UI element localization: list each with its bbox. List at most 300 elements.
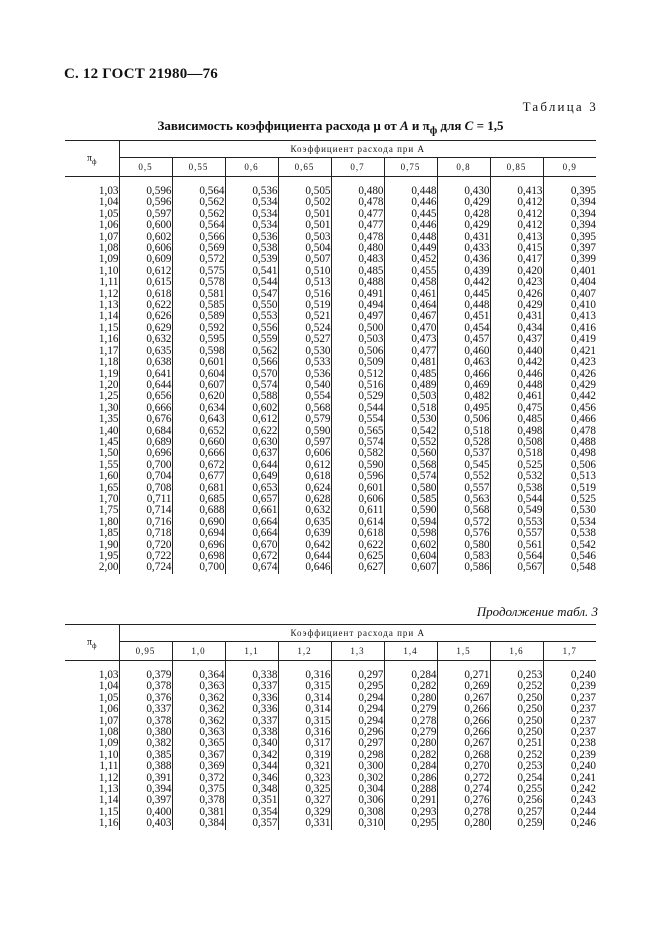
coefficient-cell: 0,512 (331, 369, 384, 380)
coefficient-cell: 0,442 (490, 357, 543, 368)
coefficient-cell: 0,583 (437, 551, 490, 562)
coefficient-cell: 0,429 (437, 197, 490, 208)
pi-value-cell: 1,13 (65, 784, 119, 795)
coefficient-cell: 0,369 (172, 761, 225, 772)
coefficient-cell: 0,641 (119, 369, 172, 380)
coefficient-cell: 0,278 (384, 716, 437, 727)
coefficient-cell: 0,581 (172, 289, 225, 300)
coefficient-cell: 0,519 (543, 483, 596, 494)
coefficient-cell: 0,553 (490, 517, 543, 528)
coefficient-cell: 0,545 (437, 460, 490, 471)
coefficient-cell: 0,501 (278, 220, 331, 231)
coefficient-cell: 0,280 (384, 738, 437, 749)
coefficient-cell: 0,327 (278, 795, 331, 806)
coefficient-cell: 0,237 (543, 704, 596, 715)
coefficient-cell: 0,375 (172, 784, 225, 795)
coefficient-cell: 0,240 (543, 761, 596, 772)
coefficient-cell: 0,421 (543, 346, 596, 357)
coefficient-cell: 0,270 (437, 761, 490, 772)
coefficient-cell: 0,266 (437, 716, 490, 727)
pi-value-cell: 1,30 (65, 403, 119, 414)
pi-value-cell: 1,06 (65, 704, 119, 715)
coefficient-cell: 0,690 (172, 517, 225, 528)
coefficient-cell: 0,630 (225, 437, 278, 448)
coefficient-cell: 0,602 (384, 540, 437, 551)
pi-value-cell: 1,40 (65, 426, 119, 437)
coefficient-cell: 0,336 (225, 704, 278, 715)
coefficient-cell: 0,550 (225, 300, 278, 311)
pi-value-cell: 1,90 (65, 540, 119, 551)
coefficient-cell: 0,597 (119, 209, 172, 220)
coefficient-cell: 0,276 (437, 795, 490, 806)
pi-value-cell: 1,70 (65, 494, 119, 505)
coefficient-cell: 0,426 (543, 369, 596, 380)
coefficient-cell: 0,413 (490, 232, 543, 243)
coefficient-cell: 0,503 (384, 391, 437, 402)
coefficient-cell: 0,269 (437, 681, 490, 692)
coefficient-cell: 0,604 (384, 551, 437, 562)
coefficient-cell: 0,539 (225, 254, 278, 265)
pi-value-cell: 1,65 (65, 483, 119, 494)
table-label: Таблица 3 (522, 99, 598, 114)
table-body (65, 177, 596, 574)
pi-value-cell: 1,19 (65, 369, 119, 380)
coefficient-cell: 0,394 (543, 220, 596, 231)
coefficient-cell: 0,362 (172, 716, 225, 727)
coefficient-cell: 0,624 (278, 483, 331, 494)
coefficient-cell: 0,622 (331, 540, 384, 551)
table-row (65, 471, 596, 482)
coefficient-cell: 0,338 (225, 670, 278, 681)
pi-value-cell: 1,95 (65, 551, 119, 562)
coefficient-cell: 0,546 (543, 551, 596, 562)
coefficient-cell: 0,237 (543, 693, 596, 704)
coefficient-cell: 0,380 (119, 727, 172, 738)
coefficient-cell: 0,348 (225, 784, 278, 795)
coefficient-cell: 0,562 (172, 197, 225, 208)
coefficient-cell: 0,417 (490, 254, 543, 265)
coefficient-cell: 0,562 (172, 209, 225, 220)
coefficient-cell: 0,570 (225, 369, 278, 380)
coefficient-cell: 0,378 (172, 795, 225, 806)
coefficient-cell: 0,271 (437, 670, 490, 681)
coefficient-cell: 0,445 (437, 289, 490, 300)
coefficient-cell: 0,382 (119, 738, 172, 749)
coefficient-cell: 0,575 (172, 266, 225, 277)
coefficient-cell: 0,657 (225, 494, 278, 505)
discharge-table-part1 (65, 140, 596, 574)
coefficient-cell: 0,534 (225, 220, 278, 231)
coefficient-cell: 0,293 (384, 807, 437, 818)
coefficient-cell: 0,412 (490, 220, 543, 231)
pi-value-cell: 1,20 (65, 380, 119, 391)
coefficient-cell: 0,250 (490, 704, 543, 715)
coefficient-cell: 0,429 (490, 300, 543, 311)
coefficient-cell: 0,378 (119, 681, 172, 692)
coefficient-cell: 0,612 (119, 266, 172, 277)
coefficient-cell: 0,477 (331, 220, 384, 231)
coefficient-cell: 0,466 (437, 369, 490, 380)
coefficient-cell: 0,449 (384, 243, 437, 254)
coefficient-cell: 0,598 (384, 528, 437, 539)
pi-value-cell: 1,18 (65, 357, 119, 368)
coefficient-cell: 0,297 (331, 670, 384, 681)
coefficient-cell: 0,676 (119, 414, 172, 425)
table-row (65, 562, 596, 573)
coefficient-cell: 0,600 (119, 220, 172, 231)
pi-value-cell: 1,45 (65, 437, 119, 448)
coefficient-cell: 0,656 (119, 391, 172, 402)
coefficient-cell: 0,473 (384, 334, 437, 345)
table-row (65, 704, 596, 715)
coefficient-cell: 0,502 (278, 197, 331, 208)
column-header-a: 1,1 (225, 642, 278, 661)
coefficient-cell: 0,516 (331, 380, 384, 391)
coefficient-cell: 0,606 (331, 494, 384, 505)
coefficient-cell: 0,549 (490, 505, 543, 516)
pi-value-cell: 1,07 (65, 716, 119, 727)
coefficient-cell: 0,255 (490, 784, 543, 795)
coefficient-cell: 0,521 (278, 311, 331, 322)
coefficient-cell: 0,240 (543, 670, 596, 681)
pi-value-cell: 1,04 (65, 681, 119, 692)
column-header-a: 0,5 (119, 158, 172, 177)
pi-value-cell: 1,80 (65, 517, 119, 528)
coefficient-cell: 0,505 (278, 186, 331, 197)
coefficient-cell: 0,598 (172, 346, 225, 357)
coefficient-cell: 0,448 (437, 300, 490, 311)
coefficient-cell: 0,363 (172, 727, 225, 738)
coefficient-cell: 0,582 (331, 448, 384, 459)
coefficient-cell: 0,564 (172, 186, 225, 197)
coefficient-cell: 0,325 (278, 784, 331, 795)
coefficient-cell: 0,321 (278, 761, 331, 772)
coefficient-cell: 0,720 (119, 540, 172, 551)
coefficient-cell: 0,431 (437, 232, 490, 243)
coefficient-cell: 0,446 (384, 220, 437, 231)
coefficient-cell: 0,681 (172, 483, 225, 494)
coefficient-cell: 0,685 (172, 494, 225, 505)
coefficient-cell: 0,554 (331, 414, 384, 425)
coefficient-cell: 0,319 (278, 750, 331, 761)
pi-value-cell: 1,14 (65, 311, 119, 322)
coefficient-cell: 0,672 (172, 460, 225, 471)
coefficient-cell: 0,674 (225, 562, 278, 573)
column-header-a: 0,75 (384, 158, 437, 177)
coefficient-cell: 0,378 (119, 716, 172, 727)
coefficient-cell: 0,274 (437, 784, 490, 795)
coefficient-cell: 0,634 (172, 403, 225, 414)
coefficient-cell: 0,280 (437, 818, 490, 829)
coefficient-cell: 0,580 (437, 540, 490, 551)
coefficient-cell: 0,298 (331, 750, 384, 761)
coefficient-cell: 0,239 (543, 681, 596, 692)
coefficient-cell: 0,518 (437, 426, 490, 437)
coefficient-cell: 0,576 (437, 528, 490, 539)
pi-value-cell: 1,11 (65, 277, 119, 288)
coefficient-cell: 0,527 (278, 334, 331, 345)
coefficient-cell: 0,592 (172, 323, 225, 334)
coefficient-cell: 0,446 (384, 197, 437, 208)
pi-value-cell: 1,15 (65, 323, 119, 334)
coefficient-cell: 0,622 (225, 426, 278, 437)
coefficient-cell: 0,513 (278, 277, 331, 288)
coefficient-cell: 0,538 (490, 483, 543, 494)
column-header-a: 1,2 (278, 642, 331, 661)
coefficient-cell: 0,586 (437, 562, 490, 573)
coefficient-cell: 0,664 (225, 517, 278, 528)
coefficient-cell: 0,552 (384, 437, 437, 448)
coefficient-cell: 0,501 (278, 209, 331, 220)
coefficient-cell: 0,664 (225, 528, 278, 539)
coefficient-cell: 0,534 (225, 197, 278, 208)
coefficient-cell: 0,362 (172, 704, 225, 715)
coefficient-cell: 0,666 (172, 448, 225, 459)
coefficient-cell: 0,337 (225, 681, 278, 692)
coefficient-cell: 0,696 (119, 448, 172, 459)
coefficient-cell: 0,254 (490, 773, 543, 784)
coefficient-cell: 0,632 (119, 334, 172, 345)
table-row (65, 391, 596, 402)
coefficient-cell: 0,629 (119, 323, 172, 334)
coefficient-cell: 0,480 (331, 243, 384, 254)
coefficient-cell: 0,250 (490, 693, 543, 704)
coefficient-cell: 0,556 (225, 323, 278, 334)
coefficient-cell: 0,518 (490, 448, 543, 459)
coefficient-cell: 0,475 (490, 403, 543, 414)
coefficient-cell: 0,452 (384, 254, 437, 265)
coefficient-cell: 0,660 (172, 437, 225, 448)
coefficient-cell: 0,704 (119, 471, 172, 482)
coefficient-cell: 0,507 (278, 254, 331, 265)
coefficient-cell: 0,509 (331, 357, 384, 368)
coefficient-cell: 0,588 (225, 391, 278, 402)
coefficient-cell: 0,252 (490, 750, 543, 761)
coefficient-cell: 0,241 (543, 773, 596, 784)
coefficient-cell: 0,448 (384, 186, 437, 197)
coefficient-cell: 0,574 (225, 380, 278, 391)
coefficient-cell: 0,461 (490, 391, 543, 402)
coefficient-cell: 0,574 (384, 471, 437, 482)
coefficient-cell: 0,478 (331, 197, 384, 208)
coefficient-cell: 0,538 (225, 243, 278, 254)
coefficient-cell: 0,397 (119, 795, 172, 806)
coefficient-cell: 0,394 (543, 197, 596, 208)
coefficient-cell: 0,548 (543, 562, 596, 573)
coefficient-cell: 0,295 (384, 818, 437, 829)
coefficient-cell: 0,560 (384, 448, 437, 459)
coefficient-cell: 0,533 (278, 357, 331, 368)
coefficient-cell: 0,314 (278, 704, 331, 715)
coefficient-cell: 0,626 (119, 311, 172, 322)
coefficient-cell: 0,542 (543, 540, 596, 551)
coefficient-cell: 0,286 (384, 773, 437, 784)
column-header-a: 0,95 (119, 642, 172, 661)
coefficient-cell: 0,294 (331, 716, 384, 727)
coefficient-cell: 0,644 (119, 380, 172, 391)
coefficient-cell: 0,590 (331, 460, 384, 471)
pi-value-cell: 1,08 (65, 727, 119, 738)
coefficient-cell: 0,297 (331, 738, 384, 749)
coefficient-cell: 0,397 (543, 243, 596, 254)
coefficient-cell: 0,315 (278, 681, 331, 692)
pi-value-cell: 1,25 (65, 391, 119, 402)
pi-value-cell: 1,55 (65, 460, 119, 471)
coefficient-cell: 0,572 (437, 517, 490, 528)
coefficient-cell: 0,403 (119, 818, 172, 829)
coefficient-cell: 0,482 (437, 391, 490, 402)
coefficient-cell: 0,395 (543, 232, 596, 243)
coefficient-cell: 0,239 (543, 750, 596, 761)
coefficient-cell: 0,306 (331, 795, 384, 806)
coefficient-cell: 0,316 (278, 670, 331, 681)
pi-value-cell: 1,60 (65, 471, 119, 482)
coefficient-cell: 0,696 (172, 540, 225, 551)
coefficient-cell: 0,457 (437, 334, 490, 345)
coefficient-cell: 0,243 (543, 795, 596, 806)
column-header-a: 0,85 (490, 158, 543, 177)
pi-value-cell: 1,09 (65, 254, 119, 265)
coefficient-cell: 0,456 (543, 403, 596, 414)
pi-value-cell: 1,10 (65, 266, 119, 277)
column-header-row (65, 158, 596, 177)
pi-value-cell: 1,07 (65, 232, 119, 243)
coefficient-cell: 0,572 (172, 254, 225, 265)
coefficient-cell: 0,381 (172, 807, 225, 818)
pi-column-header: $\pi_ф$ (65, 141, 119, 177)
coefficient-cell: 0,294 (331, 704, 384, 715)
coefficient-cell: 0,267 (437, 693, 490, 704)
coefficient-cell: 0,467 (384, 311, 437, 322)
coefficient-cell: 0,494 (331, 300, 384, 311)
coefficient-cell: 0,557 (490, 528, 543, 539)
coefficient-cell: 0,316 (278, 727, 331, 738)
coefficient-cell: 0,442 (543, 391, 596, 402)
coefficient-cell: 0,485 (384, 369, 437, 380)
coefficient-cell: 0,519 (278, 300, 331, 311)
pi-value-cell: 1,03 (65, 670, 119, 681)
column-header-a: 1,5 (437, 642, 490, 661)
pi-value-cell: 1,09 (65, 738, 119, 749)
column-header-a: 0,55 (172, 158, 225, 177)
coefficient-cell: 0,259 (490, 818, 543, 829)
coefficient-cell: 0,388 (119, 761, 172, 772)
coefficient-cell: 0,252 (490, 681, 543, 692)
coefficient-cell: 0,284 (384, 670, 437, 681)
column-header-a: 1,6 (490, 642, 543, 661)
coefficient-cell: 0,272 (437, 773, 490, 784)
column-header-row (65, 642, 596, 661)
pi-value-cell: 1,05 (65, 209, 119, 220)
coefficient-cell: 0,404 (543, 277, 596, 288)
coefficient-cell: 0,412 (490, 197, 543, 208)
coefficient-cell: 0,529 (331, 391, 384, 402)
coefficient-cell: 0,614 (331, 517, 384, 528)
coefficient-cell: 0,464 (384, 300, 437, 311)
continuation-label: Продолжение табл. 3 (476, 604, 598, 619)
coefficient-cell: 0,666 (119, 403, 172, 414)
coefficient-cell: 0,544 (331, 403, 384, 414)
coefficient-cell: 0,336 (225, 693, 278, 704)
coefficient-cell: 0,267 (437, 738, 490, 749)
coefficient-cell: 0,609 (119, 254, 172, 265)
coefficient-cell: 0,644 (278, 551, 331, 562)
coefficient-cell: 0,688 (172, 505, 225, 516)
coefficient-cell: 0,559 (225, 334, 278, 345)
coefficient-cell: 0,506 (331, 346, 384, 357)
coefficient-cell: 0,635 (278, 517, 331, 528)
coefficient-cell: 0,568 (278, 403, 331, 414)
coefficient-cell: 0,251 (490, 738, 543, 749)
coefficient-cell: 0,622 (119, 300, 172, 311)
coefficient-cell: 0,724 (119, 562, 172, 573)
coefficient-cell: 0,565 (331, 426, 384, 437)
coefficient-cell: 0,552 (437, 471, 490, 482)
table-title: Зависимость коэффициента расхода μ от A и $\pi_ф$ для C = 1,5 (157, 118, 504, 137)
coefficient-cell: 0,434 (490, 323, 543, 334)
coefficient-cell: 0,596 (331, 471, 384, 482)
coefficient-cell: 0,395 (543, 186, 596, 197)
coefficient-cell: 0,282 (384, 750, 437, 761)
column-header-a: 1,7 (543, 642, 596, 661)
coefficient-cell: 0,544 (490, 494, 543, 505)
coefficient-cell: 0,627 (331, 562, 384, 573)
table-row (65, 220, 596, 231)
coefficient-cell: 0,506 (543, 460, 596, 471)
column-header-a: 1,3 (331, 642, 384, 661)
coefficient-cell: 0,562 (225, 346, 278, 357)
coefficient-cell: 0,357 (225, 818, 278, 829)
coefficient-cell: 0,481 (384, 357, 437, 368)
coefficient-cell: 0,708 (119, 483, 172, 494)
table-row (65, 334, 596, 345)
coefficient-cell: 0,458 (384, 277, 437, 288)
coefficient-cell: 0,346 (225, 773, 278, 784)
coefficient-cell: 0,415 (490, 243, 543, 254)
coefficient-cell: 0,367 (172, 750, 225, 761)
coefficient-cell: 0,564 (490, 551, 543, 562)
coefficient-cell: 0,628 (278, 494, 331, 505)
coefficient-cell: 0,317 (278, 738, 331, 749)
coefficient-cell: 0,376 (119, 693, 172, 704)
pi-value-cell: 1,06 (65, 220, 119, 231)
coefficient-cell: 0,579 (278, 414, 331, 425)
coefficient-cell: 0,672 (225, 551, 278, 562)
pi-value-cell: 1,50 (65, 448, 119, 459)
pi-value-cell: 1,85 (65, 528, 119, 539)
coefficient-cell: 0,528 (437, 437, 490, 448)
coefficient-cell: 0,689 (119, 437, 172, 448)
coefficient-cell: 0,351 (225, 795, 278, 806)
coefficient-cell: 0,504 (278, 243, 331, 254)
coefficient-cell: 0,498 (490, 426, 543, 437)
coefficient-cell: 0,684 (119, 426, 172, 437)
coefficient-cell: 0,337 (119, 704, 172, 715)
coefficient-cell: 0,500 (331, 323, 384, 334)
coefficient-cell: 0,714 (119, 505, 172, 516)
coefficient-cell: 0,615 (119, 277, 172, 288)
page-header: С. 12 ГОСТ 21980—76 (64, 66, 218, 82)
coefficient-cell: 0,253 (490, 670, 543, 681)
coefficient-cell: 0,611 (331, 505, 384, 516)
coefficient-cell: 0,569 (172, 243, 225, 254)
coefficient-cell: 0,595 (172, 334, 225, 345)
coefficient-cell: 0,590 (384, 505, 437, 516)
coefficient-cell: 0,589 (172, 311, 225, 322)
coefficient-cell: 0,470 (384, 323, 437, 334)
coefficient-cell: 0,534 (225, 209, 278, 220)
pi-value-cell: 1,35 (65, 414, 119, 425)
